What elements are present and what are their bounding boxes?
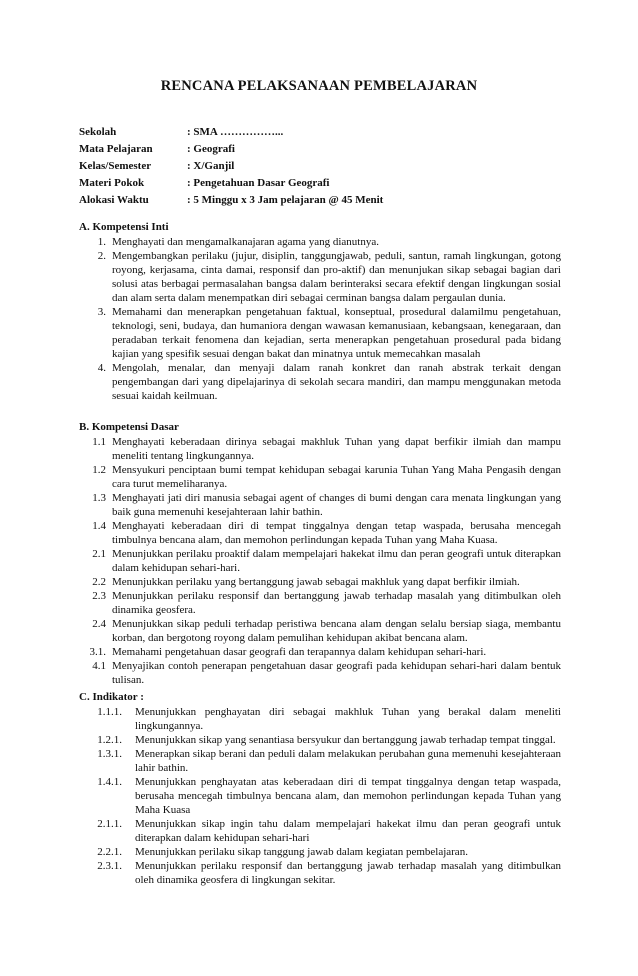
section-heading: A. Kompetensi Inti [79,221,169,233]
list-item [79,589,561,617]
list-item [79,705,561,733]
meta-value: : Pengetahuan Dasar Geografi [187,177,330,189]
list-item [79,747,561,775]
list-item [79,659,561,687]
list-item [79,845,561,859]
item-text: Menunjukkan sikap ingin tahu dalam mempelajari hakekat ilmu dan peran geografi untuk diterapkan dalam kehidupan sehari-hari [135,818,561,844]
section-kompetensi-dasar [79,420,561,687]
list-item [79,361,561,403]
item-number: 1.3.1. [97,748,122,760]
item-number: 1.1 [92,436,106,448]
list-item [79,547,561,575]
item-number: 1.4.1. [97,776,122,788]
item-text: Memahami pengetahuan dasar geografi dan terapannya dalam kehidupan sehari-hari. [112,646,487,658]
item-number: 4.1 [92,660,106,672]
item-number: 1.4 [92,520,106,532]
meta-label: Sekolah [79,126,117,138]
meta-row-mata-pelajaran [79,141,559,158]
item-number: 3. [97,306,106,318]
list-item [79,817,561,845]
item-number: 1.1.1. [97,706,122,718]
list-item [79,305,561,361]
item-text: Menunjukkan sikap peduli terhadap peristiwa bencana alam dengan selalu bersiap siaga, membantu korban, dan bergotong royong dalam pemulihan kehidupan akibat bencana alam. [112,618,561,644]
list-item [79,733,561,747]
item-text: Menunjukkan perilaku sikap tanggung jawab dalam kegiatan pembelajaran. [135,846,468,858]
meta-row-materi-pokok [79,175,559,192]
identity-block [79,124,559,209]
item-number: 2.1 [92,548,106,560]
meta-row-kelas-semester [79,158,559,175]
meta-value: : SMA ……………... [187,126,284,138]
meta-label: Alokasi Waktu [79,194,149,206]
item-number: 2.1.1. [97,818,122,830]
item-text: Menerapkan sikap berani dan peduli dalam melakukan perubahan guna memenuhi kesejahteraan lahir bathin. [135,748,561,774]
item-text: Menunjukkan perilaku responsif dan bertanggung jawab terhadap masalah yang ditimbulkan oleh dinamika geosfera di lingkungan sekitar. [135,860,561,886]
item-number: 1. [97,236,106,248]
section-heading: C. Indikator : [79,691,144,703]
list-item [79,519,561,547]
item-text: Menunjukkan perilaku proaktif dalam mempelajari hakekat ilmu dan peran geografi untuk diterapkan dalam kehidupan sehari-hari. [112,548,561,574]
list-item [79,775,561,817]
item-number: 1.2 [92,464,106,476]
item-text: Mengembangkan perilaku (jujur, disiplin, tanggungjawab, peduli, santun, ramah lingkungan, gotong royong, kerjasama, cinta damai, responsif dan pro-aktif) dan menunjukan sikap sebagai bagian dari solusi atas berbagai permasalahan bangsa dalam berinteraksi secara efektif dengan lingkungan sosial dan alam serta dalam menempatkan diri sebagai cerminan bangsa dalam pergaulan dunia. [112,250,561,304]
item-number: 2.2 [92,576,106,588]
item-number: 2.3.1. [97,860,122,872]
meta-label: Kelas/Semester [79,160,152,172]
item-text: Menunjukkan sikap yang senantiasa bersyukur dan bertanggung jawab terhadap tempat tinggal. [135,734,556,746]
item-text: Menghayati keberadaan dirinya sebagai makhluk Tuhan yang dapat berfikir ilmiah dan mampu meneliti tentang lingkungannya. [112,436,561,462]
item-text: Menunjukkan penghayatan diri sebagai makhluk Tuhan yang berakal dalam meneliti lingkungannya. [135,706,561,732]
item-text: Menyajikan contoh penerapan pengetahuan dasar geografi pada kehidupan sehari-hari dalam bentuk tulisan. [112,660,561,686]
section-heading: B. Kompetensi Dasar [79,421,179,433]
list-item [79,617,561,645]
item-text: Mengolah, menalar, dan menyaji dalam ranah konkret dan ranah abstrak terkait dengan pengembangan dari yang dipelajarinya di sekolah secara mandiri, dan mampu menggunakan metoda sesuai kaidah keilmuan. [112,362,561,402]
meta-row-alokasi-waktu [79,192,559,209]
section-indikator [79,690,561,887]
item-number: 1.2.1. [97,734,122,746]
list-item [79,491,561,519]
item-text: Mensyukuri penciptaan bumi tempat kehidupan sebagai karunia Tuhan Yang Maha Pengasih dengan cara turut memeliharanya. [112,464,561,490]
page-title: RENCANA PELAKSANAAN PEMBELAJARAN [160,78,478,94]
item-number: 2. [97,250,106,262]
list-item [79,859,561,887]
item-number: 2.2.1. [97,846,122,858]
item-text: Menunjukkan penghayatan atas keberadaan diri di tempat tinggalnya dengan tetap waspada, berusaha mencegah timbulnya bencana alam, dan memohon perlindungan kepada Tuhan yang Maha Kuasa [135,776,561,816]
meta-value: : X/Ganjil [187,160,235,172]
meta-label: Mata Pelajaran [79,143,153,155]
item-text: Menghayati keberadaan diri di tempat tinggalnya dengan tetap waspada, berusaha mencegah timbulnya bencana alam, dan memohon perlindungan kepada Tuhan yang Maha Kuasa. [112,520,561,546]
item-number: 3.1. [89,646,106,658]
item-text: Menunjukkan perilaku responsif dan bertanggung jawab terhadap masalah yang ditimbulkan oleh dinamika geosfera. [112,590,561,616]
list-item [79,463,561,491]
item-number: 2.4 [92,618,106,630]
item-text: Menghayati dan mengamalkanajaran agama yang dianutnya. [112,236,379,248]
list-item [79,645,561,659]
meta-value: : Geografi [187,143,235,155]
list-item [79,435,561,463]
meta-row-sekolah [79,124,559,141]
meta-label: Materi Pokok [79,177,145,189]
item-text: Memahami dan menerapkan pengetahuan faktual, konseptual, prosedural dalamilmu pengetahuan, teknologi, seni, budaya, dan humaniora dengan wawasan kemanusiaan, kebangsaan, kenegaraan, dan peradaban terkait fenomena dan kejadian, serta menerapkan pengetahuan prosedural pada bidang kajian yang spesifik sesuai dengan bakat dan minatnya untuk memecahkan masalah [112,306,561,360]
list-item [79,235,561,249]
item-number: 1.3 [92,492,106,504]
list-item [79,575,561,589]
section-kompetensi-inti [79,220,561,403]
item-text: Menghayati jati diri manusia sebagai agent of changes di bumi dengan cara menata lingkungan yang baik guna memenuhi kesejahteraan lahir bathin. [112,492,561,518]
meta-value: : 5 Minggu x 3 Jam pelajaran @ 45 Menit [187,194,384,206]
item-number: 2.3 [92,590,106,602]
list-item [79,249,561,305]
item-text: Menunjukkan perilaku yang bertanggung jawab sebagai makhluk yang dapat berfikir ilmiah. [112,576,520,588]
item-number: 4. [97,362,106,374]
